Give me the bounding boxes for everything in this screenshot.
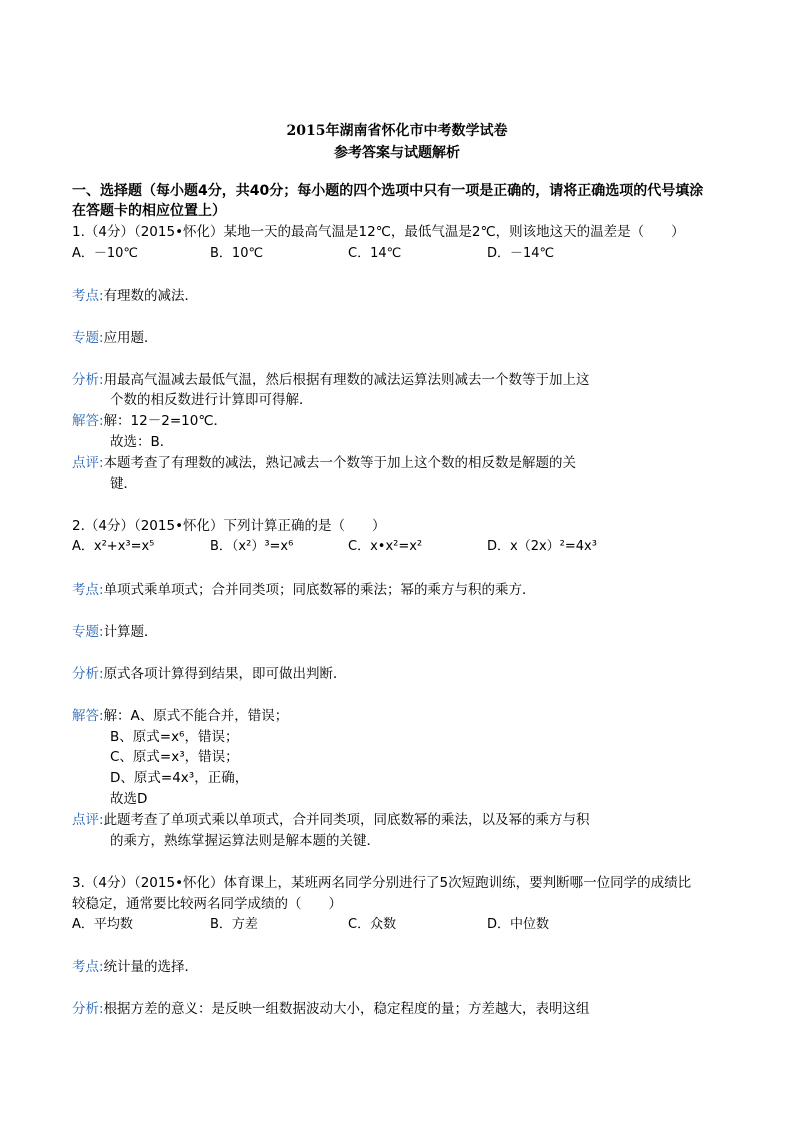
q2-fenxi — [72, 664, 347, 684]
q1-fenxi-text: 用最高气温减去最低气温，然后根据有理数的减法运算法则减去一个数等于加上这 — [103, 372, 590, 388]
fenxi-label: 分析: — [72, 372, 104, 388]
q1-kaodian — [72, 286, 198, 306]
q3-fenxi — [72, 999, 590, 1019]
q2-jieda — [72, 706, 288, 726]
q1-zhuanti — [72, 328, 158, 348]
q3-option-a: A．平均数 — [72, 917, 133, 932]
q2-option-c: C．x•x²=x² — [348, 539, 423, 554]
q1-fenxi — [72, 370, 590, 390]
q2-jieda-c: C、原式=x³，错误； — [110, 749, 239, 765]
q2-jieda-text: 解：A、原式不能合并，错误； — [103, 708, 289, 724]
zhuanti-label: 专题: — [72, 624, 104, 640]
dianping-label: 点评: — [72, 455, 104, 471]
q2-zhuanti-text: 计算题． — [103, 624, 158, 640]
q1-fenxi-cont: 个数的相反数进行计算即可得解． — [110, 392, 313, 408]
q2-option-d: D．x（2x）²=4x³ — [487, 539, 597, 554]
q2-dianping-cont: 的乘方，熟练掌握运算法则是解本题的关键． — [110, 833, 380, 849]
q1-jieda-text: 解：12－2=10℃． — [103, 413, 227, 429]
q3-fenxi-text: 根据方差的意义：是反映一组数据波动大小，稳定程度的量；方差越大，表明这组 — [103, 1001, 590, 1017]
fenxi-label: 分析: — [72, 666, 104, 682]
q3-option-c: C．众数 — [348, 917, 397, 932]
q2-kaodian-text: 单项式乘单项式；合并同类项；同底数幂的乘法；幂的乘方与积的乘方． — [103, 582, 536, 598]
q1-dianping-cont: 键． — [110, 476, 137, 492]
q3-kaodian — [72, 957, 198, 977]
jieda-label: 解答: — [72, 708, 104, 724]
kaodian-label: 考点: — [72, 959, 104, 975]
q1-option-a: A．－10℃ — [72, 246, 139, 261]
q2-jieda-b: B、原式=x⁶，错误； — [110, 729, 239, 745]
q1-option-d: D．－14℃ — [487, 246, 555, 261]
kaodian-label: 考点: — [72, 288, 104, 304]
q1-dianping-text: 本题考查了有理数的减法，熟记减去一个数等于加上这个数的相反数是解题的关 — [103, 455, 577, 471]
q2-dianping-text: 此题考查了单项式乘以单项式，合并同类项，同底数幂的乘法，以及幂的乘方与积 — [103, 812, 590, 828]
q3-option-b: B．方差 — [210, 917, 258, 932]
q2-option-b: B．（x²）³=x⁶ — [210, 539, 294, 554]
q1-dianping — [72, 453, 576, 473]
q1-stem: 1.（4分）（2015•怀化）某地一天的最高气温是12℃，最低气温是2℃，则该地这天的温差是（ ） — [72, 224, 685, 240]
document-title: 2015年湖南省怀化市中考数学试卷 — [286, 123, 508, 139]
q2-jieda-choice: 故选D — [110, 791, 148, 807]
q2-option-a: A．x²+x³=x⁵ — [72, 539, 155, 554]
q2-zhuanti — [72, 622, 158, 642]
fenxi-label: 分析: — [72, 1001, 104, 1017]
q3-kaodian-text: 统计量的选择． — [103, 959, 199, 975]
q3-stem-cont: 较稳定，通常要比较两名同学成绩的（ ） — [72, 896, 342, 912]
q1-option-c: C．14℃ — [348, 246, 402, 261]
q1-jieda — [72, 411, 227, 431]
q3-option-d: D．中位数 — [487, 917, 550, 932]
document-subtitle: 参考答案与试题解析 — [334, 145, 460, 161]
q1-option-b: B．10℃ — [210, 246, 264, 261]
zhuanti-label: 专题: — [72, 330, 104, 346]
kaodian-label: 考点: — [72, 582, 104, 598]
jieda-label: 解答: — [72, 413, 104, 429]
q1-kaodian-text: 有理数的减法． — [103, 288, 199, 304]
q1-jieda-cont: 故选：B． — [110, 434, 174, 450]
q2-stem: 2.（4分）（2015•怀化）下列计算正确的是（ ） — [72, 518, 386, 534]
dianping-label: 点评: — [72, 812, 104, 828]
q3-stem: 3.（4分）（2015•怀化）体育课上，某班两名同学分别进行了5次短跑训练，要判断哪一位同学的成绩比 — [72, 875, 692, 891]
q2-kaodian — [72, 580, 536, 600]
q2-fenxi-text: 原式各项计算得到结果，即可做出判断． — [103, 666, 347, 682]
q2-dianping — [72, 810, 590, 830]
section-heading-cont: 在答题卡的相应位置上） — [72, 203, 226, 219]
section-heading: 一、选择题（每小题4分，共40分；每小题的四个选项中只有一项是正确的，请将正确选项的代号填涂 — [72, 183, 704, 199]
q1-zhuanti-text: 应用题． — [103, 330, 158, 346]
q2-jieda-d: D、原式=4x³，正确， — [110, 770, 249, 786]
